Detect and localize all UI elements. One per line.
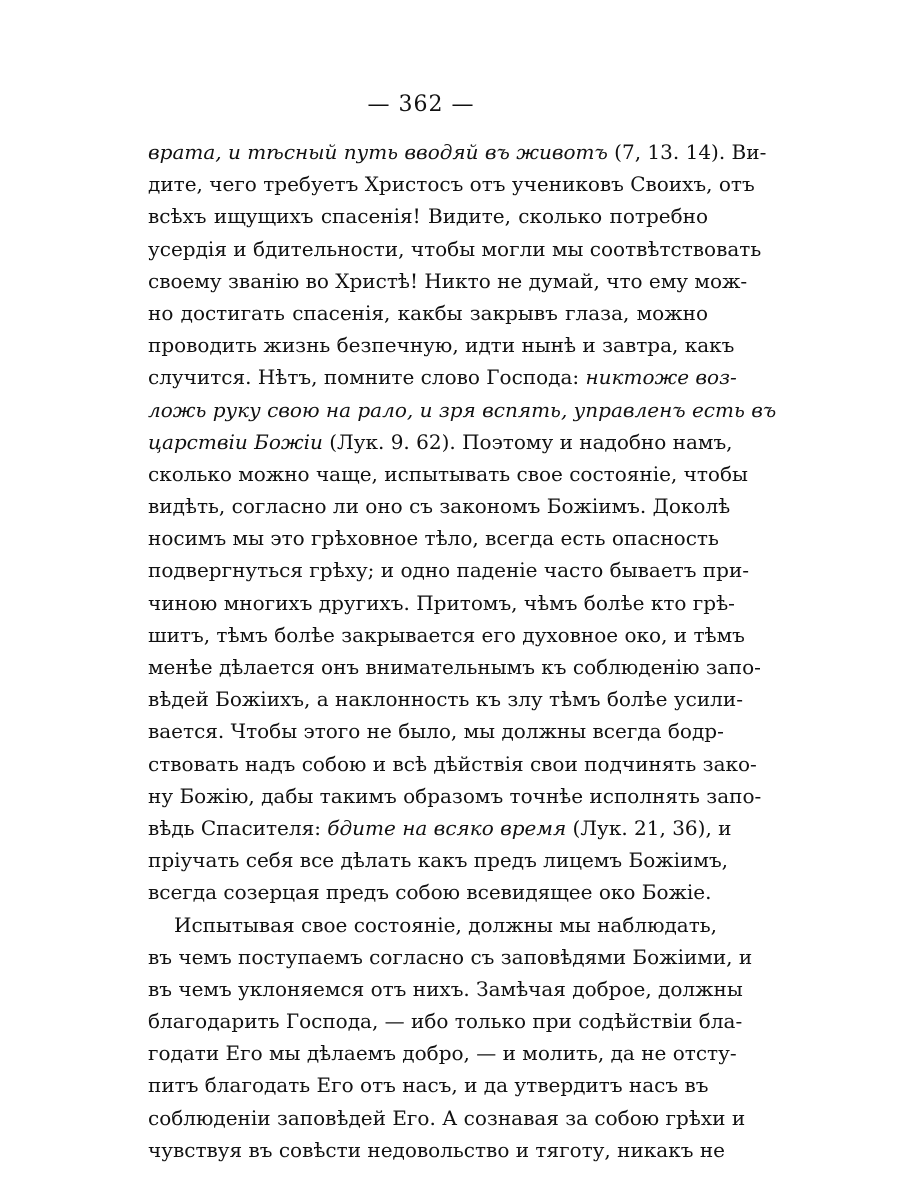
text-run: ну Божію, дабы такимъ образомъ точнѣе исполнять запо- xyxy=(148,783,762,808)
text-run: шитъ, тѣмъ болѣе закрывается его духовное око, и тѣмъ xyxy=(148,622,745,647)
text-run: всегда созерцая предъ собою всевидящее око Божіе. xyxy=(148,880,712,905)
italic-quote: врата, и тѣсный путь вводяй въ животъ xyxy=(148,140,608,164)
text-line xyxy=(148,458,748,490)
text-run: видѣть, согласно ли оно съ закономъ Божіимъ. Доколѣ xyxy=(148,494,731,519)
text-line xyxy=(148,909,718,941)
text-run: (7, 13. 14). Ви- xyxy=(607,140,767,164)
text-line xyxy=(148,265,748,297)
text-line xyxy=(148,200,708,232)
italic-quote: никтоже воз- xyxy=(585,365,737,390)
text-run: вѣдь Спасителя: xyxy=(148,815,328,840)
text-run: менѣе дѣлается онъ внимательнымъ къ соблюденію запо- xyxy=(148,655,761,679)
text-run: пріучать себя все дѣлать какъ предъ лицемъ Божіимъ, xyxy=(148,848,729,873)
text-run: сколько можно чаще, испытывать свое состояніе, чтобы xyxy=(148,461,748,486)
text-run: ствовать надъ собою и всѣ дѣйствія свои подчинять зако- xyxy=(148,751,757,776)
text-line xyxy=(148,941,753,973)
text-run: носимъ мы это грѣховное тѣло, всегда есть опасность xyxy=(148,526,719,551)
text-line xyxy=(148,1102,746,1134)
text-line xyxy=(148,329,735,361)
text-line xyxy=(148,1134,725,1166)
text-line xyxy=(148,168,755,200)
text-run: подвергнуться грѣху; и одно паденіе часто бываетъ при- xyxy=(148,558,750,583)
text-line xyxy=(148,554,750,586)
text-line xyxy=(148,394,777,426)
text-run: проводить жизнь безпечную, идти нынѣ и завтра, какъ xyxy=(148,333,735,358)
text-run: но достигать спасенія, какбы закрывъ глаза, можно xyxy=(148,300,708,325)
text-line xyxy=(148,297,708,329)
text-run: (Лук. 9. 62). Поэтому и надобно намъ, xyxy=(322,429,733,454)
text-run: благодарить Господа, — ибо только при содѣйствіи бла- xyxy=(148,1009,743,1034)
text-line xyxy=(148,844,729,876)
text-line xyxy=(148,587,735,619)
text-run: дите, чего требуетъ Христосъ отъ учениковъ Своихъ, отъ xyxy=(148,172,755,197)
italic-quote: царствіи Божіи xyxy=(148,429,323,454)
text-line xyxy=(148,683,743,715)
text-run: вается. Чтобы этого не было, мы должны всегда бодр- xyxy=(148,719,724,744)
text-run: въ чемъ поступаемъ согласно съ заповѣдями Божіими, и xyxy=(148,944,753,969)
text-run: соблюденіи заповѣдей Его. А сознавая за собою грѣхи и xyxy=(148,1105,746,1130)
text-run: чувствуя въ совѣсти недовольство и тяготу, никакъ не xyxy=(148,1137,725,1162)
text-line xyxy=(148,136,767,168)
text-run: въ чемъ уклоняемся отъ нихъ. Замѣчая доброе, должны xyxy=(148,976,743,1001)
text-line xyxy=(148,780,762,812)
text-run: питъ благодать Его отъ насъ, и да утвердитъ насъ въ xyxy=(148,1073,709,1098)
text-line xyxy=(148,490,731,522)
text-run: (Лук. 21, 36), и xyxy=(566,815,732,840)
text-run: своему званію во Христѣ! Никто не думай, что ему мож- xyxy=(148,268,748,293)
italic-quote: ложь руку свою на рало, и зря вспять, управленъ есть въ xyxy=(148,397,777,422)
text-run: усердія и бдительности, чтобы могли мы соотвѣтствовать xyxy=(148,236,762,261)
text-run: чиною многихъ другихъ. Притомъ, чѣмъ болѣе кто грѣ- xyxy=(148,590,735,615)
text-line xyxy=(148,1037,737,1069)
text-run: случится. Нѣтъ, помните слово Господа: xyxy=(148,365,586,390)
text-run: всѣхъ ищущихъ спасенія! Видите, сколько потребно xyxy=(148,204,708,229)
text-line xyxy=(148,426,733,458)
text-line xyxy=(148,876,712,908)
text-line xyxy=(148,715,724,747)
body-text xyxy=(148,136,777,1166)
text-line xyxy=(148,233,762,265)
text-line xyxy=(148,748,757,780)
text-run: годати Его мы дѣлаемъ добро, — и молить, да не отсту- xyxy=(148,1041,737,1066)
text-line xyxy=(148,522,719,554)
text-line xyxy=(148,361,737,393)
text-line xyxy=(148,812,732,844)
text-line xyxy=(148,1005,743,1037)
italic-quote: бдите на всяко время xyxy=(327,815,567,840)
paragraph xyxy=(148,136,777,909)
page-number: — 362 — xyxy=(367,92,475,117)
text-run: Испытывая свое состояніе, должны мы наблюдать, xyxy=(174,912,718,937)
text-line xyxy=(148,973,743,1005)
text-run: вѣдей Божіихъ, а наклонность къ злу тѣмъ болѣе усили- xyxy=(148,687,743,712)
paragraph xyxy=(148,909,753,1167)
text-line xyxy=(148,651,761,683)
text-line xyxy=(148,1069,708,1101)
text-line xyxy=(148,619,745,651)
